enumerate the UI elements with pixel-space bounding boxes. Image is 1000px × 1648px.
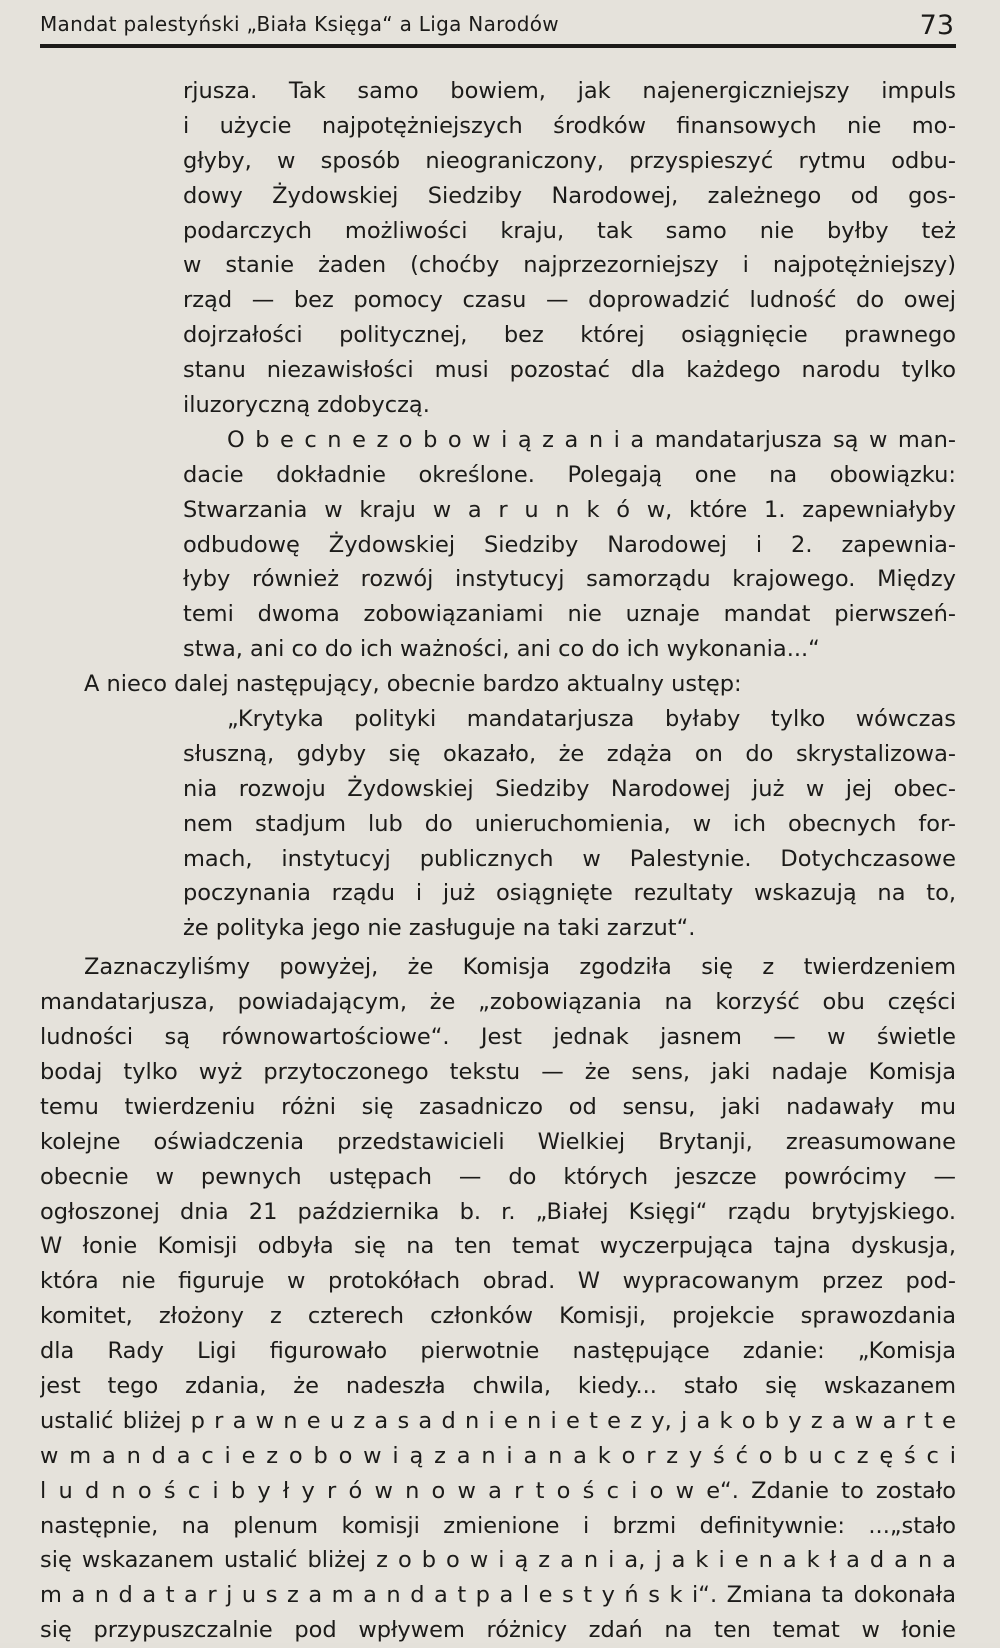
text-line: odbudowę Żydowskiej Siedziby Narodowej i 2. zapewnia-	[183, 531, 956, 558]
text-line: iluzoryczną zdobyczą.	[183, 392, 430, 419]
text-line: która nie figuruje w protokółach obrad. W wypracowanym przez pod-	[40, 1268, 956, 1295]
text-line: poczynania rządu i już osiągnięte rezultaty wskazują na to,	[183, 880, 956, 907]
body-paragraph	[40, 950, 956, 1648]
text-line: „Krytyka polityki mandatarjusza byłaby tylko wówczas	[227, 706, 956, 733]
text-line: rjusza. Tak samo bowiem, jak najenergiczniejszy impuls	[183, 78, 956, 104]
text-line: że polityka jego nie zasługuje na taki zarzut“.	[183, 915, 696, 942]
running-header	[40, 10, 956, 48]
text-line: Stwarzania w kraju w a r u n k ó w, które 1. zapewniałyby	[183, 496, 956, 523]
text-line: i użycie najpotężniejszych środków finansowych nie mo-	[183, 112, 956, 139]
text-line: łyby również rozwój instytucyj samorządu krajowego. Między	[183, 566, 956, 593]
text-line: ogłoszonej dnia 21 października b. r. „Białej Księgi“ rządu brytyjskiego.	[40, 1198, 956, 1225]
page-number: 73	[919, 10, 954, 41]
text-line: głyby, w sposób nieograniczony, przyspieszyć rytmu odbu-	[183, 147, 956, 174]
text-line: następnie, na plenum komisji zmienione i brzmi definitywnie: ...„stało	[40, 1512, 956, 1539]
text-line: dla Rady Ligi figurowało pierwotnie następujące zdanie: „Komisja	[40, 1338, 956, 1365]
text-line: jest tego zdania, że nadeszła chwila, kiedy... stało się wskazanem	[40, 1372, 956, 1399]
text-line: mandatarjusza, powiadającym, że „zobowiązania na korzyść obu części	[40, 989, 956, 1016]
text-line: się wskazanem ustalić bliżej z o b o w i ą z a n i a, j a k i e n a k ł a d a n a	[40, 1547, 956, 1574]
text-line: podarczych możliwości kraju, tak samo nie byłby też	[183, 217, 956, 244]
text-line: się przypuszczalnie pod wpływem różnicy zdań na ten temat w łonie	[40, 1617, 956, 1644]
text-line: stanu niezawisłości musi pozostać dla każdego narodu tylko	[183, 357, 956, 384]
block-quote-1	[40, 74, 956, 667]
text-line: komitet, złożony z czterech członków Komisji, projekcie sprawozdania	[40, 1303, 956, 1330]
text-line: O b e c n e z o b o w i ą z a n i a mandatarjusza są w man-	[227, 426, 956, 453]
text-line: rząd — bez pomocy czasu — doprowadzić ludność do owej	[183, 287, 956, 314]
text-line: temu twierdzeniu różni się zasadniczo od sensu, jaki nadawały mu	[40, 1093, 956, 1120]
text-line: mach, instytucyj publicznych w Palestynie. Dotychczasowe	[183, 845, 956, 872]
text-line: dojrzałości politycznej, bez której osiągnięcie prawnego	[183, 322, 956, 349]
header-title: Mandat palestyński „Biała Księga“ a Liga Narodów	[40, 12, 559, 36]
text-line: Zaznaczyliśmy powyżej, że Komisja zgodziła się z twierdzeniem	[84, 954, 956, 981]
text-line: bodaj tylko wyż przytoczonego tekstu — że sens, jaki nadaje Komisja	[40, 1058, 956, 1085]
text-line: dowy Żydowskiej Siedziby Narodowej, zależnego od gos-	[183, 182, 956, 209]
text-line: m a n d a t a r j u s z a m a n d a t p a l e s t y ń s k i“. Zmiana ta dokonała	[40, 1582, 956, 1609]
intro-line: A nieco dalej następujący, obecnie bardzo aktualny ustęp:	[84, 671, 742, 698]
text-line: ustalić bliżej p r a w n e u z a s a d n i e n i e t e z y, j a k o b y z a w a r t e	[40, 1407, 956, 1434]
text-line: słuszną, gdyby się okazało, że zdąża on do skrystalizowa-	[183, 740, 956, 767]
text-line: stwa, ani co do ich ważności, ani co do ich wykonania...“	[183, 636, 820, 663]
text-line: ludności są równowartościowe“. Jest jednak jasnem — w świetle	[40, 1024, 956, 1051]
page-body	[40, 74, 956, 1648]
text-line: w m a n d a c i e z o b o w i ą z a n i a n a k o r z y ś ć o b u c z ę ś c i	[40, 1442, 956, 1469]
block-quote-2	[40, 702, 956, 946]
text-line: nia rozwoju Żydowskiej Siedziby Narodowej już w jej obec-	[183, 775, 956, 802]
text-line: dacie dokładnie określone. Polegają one na obowiązku:	[183, 461, 956, 488]
text-line: temi dwoma zobowiązaniami nie uznaje mandat pierwszeń-	[183, 601, 956, 628]
text-line: l u d n o ś c i b y ł y r ó w n o w a r t o ś c i o w e“. Zdanie to zostało	[40, 1477, 956, 1504]
text-line: w stanie żaden (choćby najprzezorniejszy i najpotężniejszy)	[183, 252, 956, 279]
text-line: W łonie Komisji odbyła się na ten temat wyczerpująca tajna dyskusja,	[40, 1233, 956, 1260]
text-line: obecnie w pewnych ustępach — do których jeszcze powrócimy —	[40, 1163, 956, 1190]
text-line: nem stadjum lub do unieruchomienia, w ich obecnych for-	[183, 810, 956, 837]
text-line: kolejne oświadczenia przedstawicieli Wielkiej Brytanji, zreasumowane	[40, 1128, 956, 1155]
